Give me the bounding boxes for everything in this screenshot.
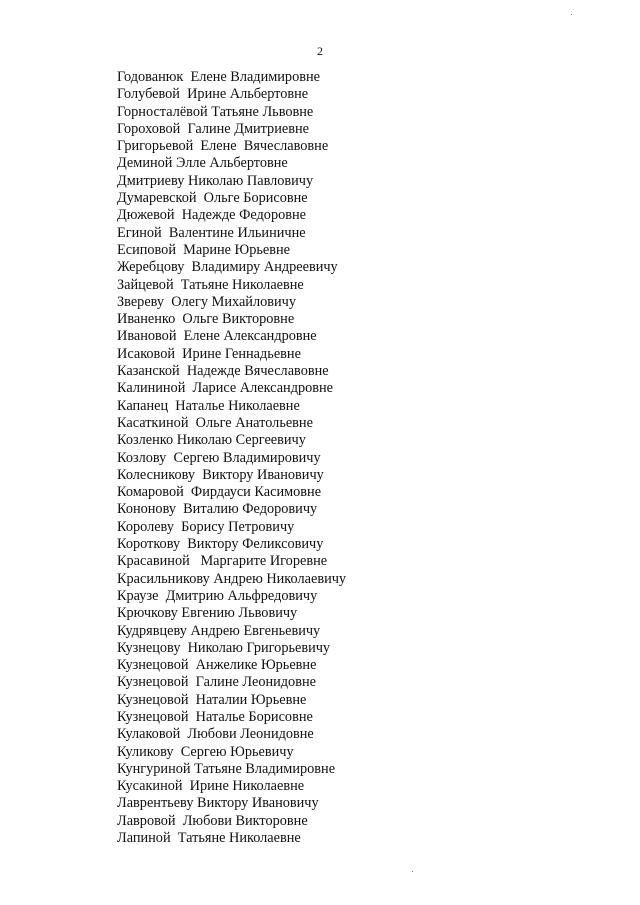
- list-item: Годованюк Елене Владимировне: [117, 69, 320, 85]
- list-item: Королеву Борису Петровичу: [117, 518, 295, 535]
- list-item: Думаревской Ольге Борисовне: [117, 190, 308, 207]
- list-item: Красильникову Андрею Николаевичу: [117, 570, 347, 587]
- list-item: Дмитриеву Николаю Павловичу: [117, 172, 314, 189]
- list-item: Лапиной Татьяне Николаевне: [117, 830, 301, 847]
- list-item: Короткову Виктору Феликсовичу: [117, 536, 324, 553]
- names-list: [117, 69, 346, 847]
- list-item: Зайцевой Татьяне Николаевне: [117, 276, 304, 293]
- list-item: Кононову Виталию Федоровичу: [117, 501, 318, 518]
- list-item: Гороховой Галине Дмитриевне: [117, 120, 309, 137]
- list-item: Кулаковой Любови Леонидовне: [117, 726, 314, 743]
- list-item: Звереву Олегу Михайловичу: [117, 293, 296, 310]
- list-item: Колесникову Виктору Ивановичу: [117, 466, 324, 483]
- list-item: Комаровой Фирдауси Касимовне: [117, 484, 322, 501]
- list-item: Иваненко Ольге Викторовне: [117, 311, 295, 328]
- page-number: 2: [317, 44, 323, 58]
- list-item: Кунгуриной Татьяне Владимировне: [117, 760, 336, 777]
- list-item: Калининой Ларисе Александровне: [117, 380, 334, 397]
- list-item: Лаврентьеву Виктору Ивановичу: [117, 795, 319, 812]
- list-item: Егиной Валентине Ильиничне: [117, 224, 306, 241]
- list-item: Деминой Элле Альбертовне: [117, 155, 288, 172]
- list-item: Горносталёвой Татьяне Львовне: [117, 103, 314, 120]
- list-item: Крючкову Евгению Львовичу: [117, 605, 298, 622]
- list-item: Есиповой Марине Юрьевне: [117, 241, 291, 258]
- list-item: Кузнецовой Анжелике Юрьевне: [117, 657, 317, 674]
- list-item: Козленко Николаю Сергеевичу: [117, 432, 306, 449]
- list-item: Григорьевой Елене Вячеславовне: [117, 138, 329, 155]
- list-item: Краузе Дмитрию Альфредовичу: [117, 587, 318, 604]
- list-item: Кузнецовой Наталье Борисовне: [117, 708, 313, 725]
- scan-speck: [412, 871, 413, 872]
- list-item: Исаковой Ирине Геннадьевне: [117, 345, 301, 362]
- list-item: Кузнецову Николаю Григорьевичу: [117, 639, 331, 656]
- list-item: Козлову Сергею Владимировичу: [117, 449, 321, 466]
- list-item: Кузнецовой Галине Леонидовне: [117, 674, 316, 691]
- list-item: Голубевой Ирине Альбертовне: [117, 86, 309, 103]
- list-item: Кузнецовой Наталии Юрьевне: [117, 691, 307, 708]
- list-item: Дюжевой Надежде Федоровне: [117, 207, 306, 224]
- list-item: Казанской Надежде Вячеславовне: [117, 363, 329, 380]
- list-item: Жеребцову Владимиру Андреевичу: [117, 259, 338, 276]
- list-item: Ивановой Елене Александровне: [117, 328, 317, 345]
- list-item: Лавровой Любови Викторовне: [117, 812, 308, 829]
- list-item: Кудрявцеву Андрею Евгеньевичу: [117, 622, 321, 639]
- list-item: Кусакиной Ирине Николаевне: [117, 778, 305, 795]
- list-item: Касаткиной Ольге Анатольевне: [117, 414, 313, 431]
- scan-speck: [571, 14, 572, 15]
- list-item: Красавиной Маргарите Игоревне: [117, 553, 328, 570]
- list-item: Капанец Наталье Николаевне: [117, 397, 300, 414]
- list-item: Куликову Сергею Юрьевичу: [117, 743, 294, 760]
